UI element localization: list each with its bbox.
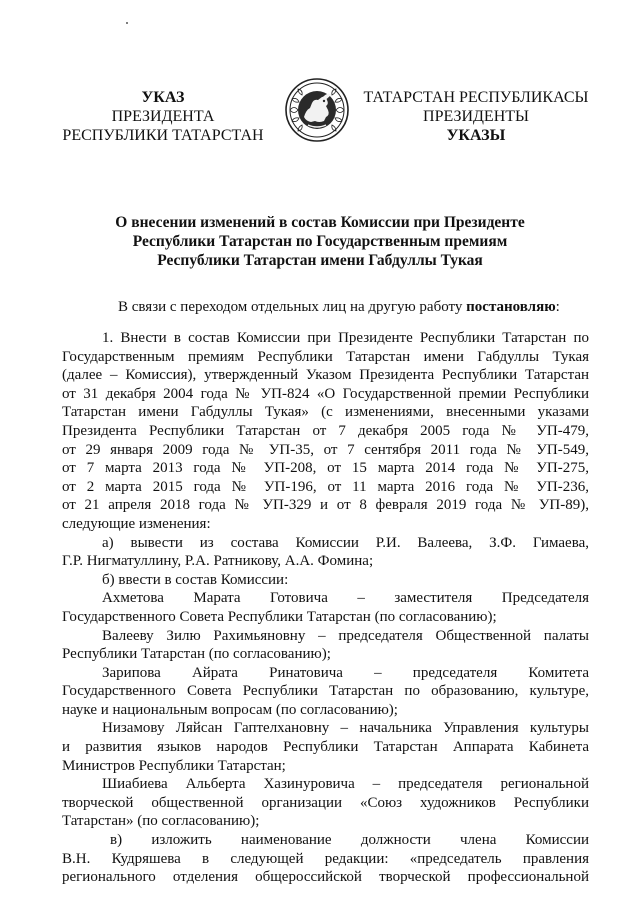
body-line: Государственного Совета Республики Татарстан (по согласованию); <box>62 608 497 625</box>
body-line: Ахметова Марата Готовича – заместителя Председателя <box>102 590 589 607</box>
decree-title <box>60 213 580 270</box>
body-line: Министров Республики Татарстан; <box>62 757 286 774</box>
body-line: от 29 января 2009 года № УП-35, от 7 сентября 2011 года № УП-549, <box>62 441 589 458</box>
body-line: от 7 марта 2013 года № УП-208, от 15 марта 2014 года № УП-275, <box>62 460 589 477</box>
body-line: Валееву Зилю Рахимьяновну – председателя Общественной палаты <box>102 627 589 644</box>
body-line: Низамову Ляйсан Гаптелхановну – начальника Управления культуры <box>102 720 589 737</box>
body-line: науке и национальным вопросам (по согласованию); <box>62 701 398 718</box>
title-line: Республики Татарстан имени Габдуллы Тукая <box>157 252 483 269</box>
body-line: и развития языков народов Республики Татарстан Аппарата Кабинета <box>62 739 589 756</box>
tatarstan-emblem-icon <box>284 77 350 143</box>
body-line: а) вывести из состава Комиссии Р.И. Валеева, З.Ф. Гимаева, <box>102 534 589 551</box>
header-left-line: УКАЗ <box>141 89 185 106</box>
preamble-text: В связи с переходом отдельных лиц на другую работу <box>118 299 467 315</box>
body-line: Шиабиева Альберта Хазинуровича – председателя региональной <box>102 776 589 793</box>
header-left-russian <box>58 88 268 145</box>
body-line: Государственного Совета Республики Татарстан по образованию, культуре, <box>62 683 589 700</box>
body-line: от 2 марта 2015 года № УП-196, от 11 марта 2016 года № УП-236, <box>62 478 589 495</box>
body-line: следующие изменения: <box>62 515 211 532</box>
preamble <box>118 298 560 316</box>
decree-verb: постановляю <box>466 299 556 315</box>
header-right-line: ТАТАРСТАН РЕСПУБЛИКАСЫ <box>363 89 589 106</box>
body-line: 1. Внести в состав Комиссии при Президенте Республики Татарстан по <box>102 330 589 346</box>
body-line: регионального отделения общероссийской творческой профессиональной <box>62 869 589 886</box>
body-line: (далее – Комиссия), утвержденный Указом Президента Республики Татарстан <box>62 367 589 384</box>
body-line: Татарстан» (по согласованию); <box>62 813 260 830</box>
header-right-tatar <box>360 88 592 145</box>
body-line: б) ввести в состав Комиссии: <box>102 571 289 588</box>
body-line: В.Н. Кудряшева в следующей редакции: «председатель правления <box>62 850 589 867</box>
header-right-line: УКАЗЫ <box>446 127 506 144</box>
header-right-line: ПРЕЗИДЕНТЫ <box>423 108 529 125</box>
body-line: Президента Республики Татарстан от 7 декабря 2005 года № УП-479, <box>62 422 589 439</box>
body-line: Татарстан имени Габдуллы Тукая» (с изменениями, внесенными указами <box>62 404 589 421</box>
decree-body <box>62 329 589 887</box>
header-left-line: РЕСПУБЛИКИ ТАТАРСТАН <box>62 127 264 144</box>
body-line: в) изложить наименование должности члена Комиссии <box>110 832 589 849</box>
body-line: от 31 декабря 2004 года № УП-824 «О Государственной премии Республики <box>62 385 589 402</box>
body-line: от 21 апреля 2018 года № УП-329 и от 8 февраля 2019 года № УП-89), <box>62 497 589 514</box>
scan-speck <box>126 22 128 24</box>
body-line: творческой общественной организации «Союз художников Республики <box>62 794 589 811</box>
body-line: Республики Татарстан (по согласованию); <box>62 646 331 663</box>
title-line: О внесении изменений в состав Комиссии при Президенте <box>115 214 525 231</box>
body-line: Государственным премиям Республики Татарстан имени Габдуллы Тукая <box>62 348 589 365</box>
body-line: Зарипова Айрата Ринатовича – председателя Комитета <box>102 664 589 681</box>
title-line: Республики Татарстан по Государственным премиям <box>132 233 508 250</box>
header-left-line: ПРЕЗИДЕНТА <box>111 108 215 125</box>
preamble-colon: : <box>555 299 560 315</box>
body-line: Г.Р. Нигматуллину, Р.А. Ратникову, А.А. Фомина; <box>62 553 374 570</box>
